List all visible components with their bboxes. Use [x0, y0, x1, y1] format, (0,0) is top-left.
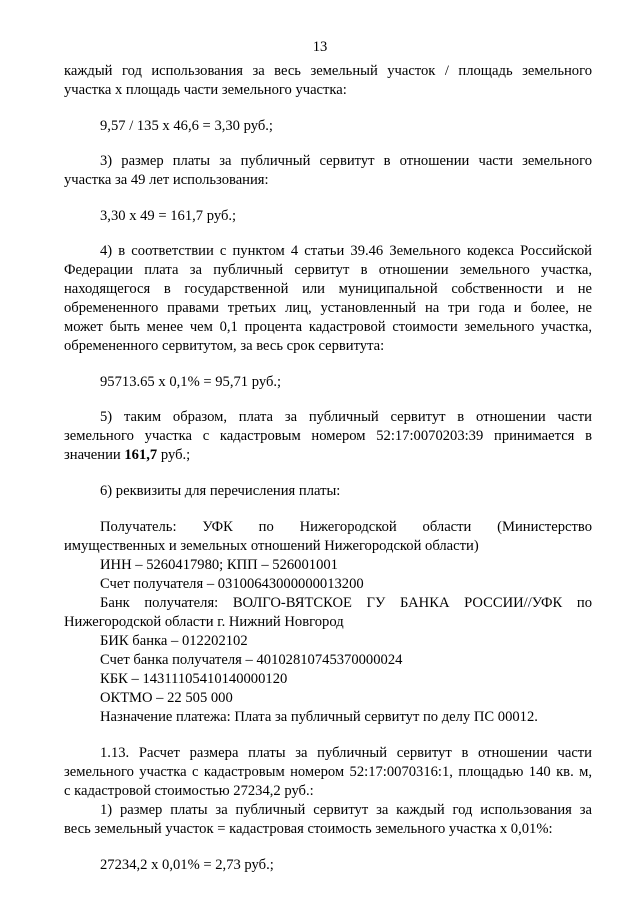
intro-line-1: каждый год использования за весь земельный участок / площадь земельного [64, 63, 592, 79]
page-number: 13 [312, 39, 328, 55]
recipient-line-2: имущественных и земельных отношений Нижегородской области) [64, 538, 479, 554]
oktmo: ОКТМО – 22 505 000 [100, 690, 233, 706]
formula-1: 9,57 / 135 х 46,6 = 3,30 руб.; [100, 118, 273, 134]
item-5-line-3 [64, 446, 592, 465]
item-5-value-suffix: руб.; [160, 447, 191, 463]
item-6-heading: 6) реквизиты для перечисления платы: [100, 483, 341, 499]
item-3-line-1: 3) размер платы за публичный сервитут в отношении части земельного [100, 153, 592, 169]
section-1-13-line-2: земельного участка с кадастровым номером 52:17:0070316:1, площадью 140 кв. м, [64, 764, 592, 780]
payment-purpose: Назначение платежа: Плата за публичный сервитут по делу ПС 00012. [100, 709, 538, 725]
bank-line-1: Банк получателя: ВОЛГО-ВЯТСКОЕ ГУ БАНКА РОССИИ//УФК по [100, 595, 592, 611]
bik: БИК банка – 012202102 [100, 633, 248, 649]
section-1-13-line-1: 1.13. Расчет размера платы за публичный сервитут в отношении части [100, 745, 592, 761]
item-5-line-1: 5) таким образом, плата за публичный сервитут в отношении части [100, 409, 592, 425]
intro-line-2: участка х площадь части земельного участка: [64, 82, 347, 98]
item-1-line-1: 1) размер платы за публичный сервитут за каждый год использования за [100, 802, 592, 818]
kbk: КБК – 14311105410140000120 [100, 671, 288, 687]
item-4-line-1: 4) в соответствии с пунктом 4 статьи 39.46 Земельного кодекса Российской [100, 243, 592, 259]
item-4-line-4: обремененного правами третьих лиц, установленный на три года и более, не [64, 300, 592, 316]
recipient-account: Счет получателя – 03100643000000013200 [100, 576, 364, 592]
item-4-line-6: обремененного сервитутом, за весь срок сервитута: [64, 338, 385, 354]
inn-kpp: ИНН – 5260417980; КПП – 526001001 [100, 557, 338, 573]
formula-3: 95713.65 х 0,1% = 95,71 руб.; [100, 374, 282, 390]
item-4-line-2: Федерации плата за публичный сервитут в отношении земельного участка, [64, 262, 592, 278]
formula-4: 27234,2 х 0,01% = 2,73 руб.; [100, 857, 274, 873]
item-3-line-2: участка за 49 лет использования: [64, 172, 269, 188]
servitude-fee-value: 161,7 [124, 447, 158, 463]
item-5-value-prefix: значении [64, 447, 121, 463]
recipient-line-1: Получатель: УФК по Нижегородской области (Министерство [100, 519, 592, 535]
bank-line-2: Нижегородской области г. Нижний Новгород [64, 614, 344, 630]
item-1-line-2: весь земельный участок = кадастровая стоимость земельного участка х 0,01%: [64, 821, 553, 837]
item-4-line-3: находящегося в государственной или муниципальной собственности и не [64, 281, 592, 297]
item-5-line-2: земельного участка с кадастровым номером 52:17:0070203:39 принимается в [64, 428, 592, 444]
bank-account: Счет банка получателя – 40102810745370000024 [100, 652, 403, 668]
section-1-13-line-3: с кадастровой стоимостью 27234,2 руб.: [64, 783, 314, 799]
item-4-line-5: может быть менее чем 0,1 процента кадастровой стоимости земельного участка, [64, 319, 592, 335]
formula-2: 3,30 х 49 = 161,7 руб.; [100, 208, 237, 224]
